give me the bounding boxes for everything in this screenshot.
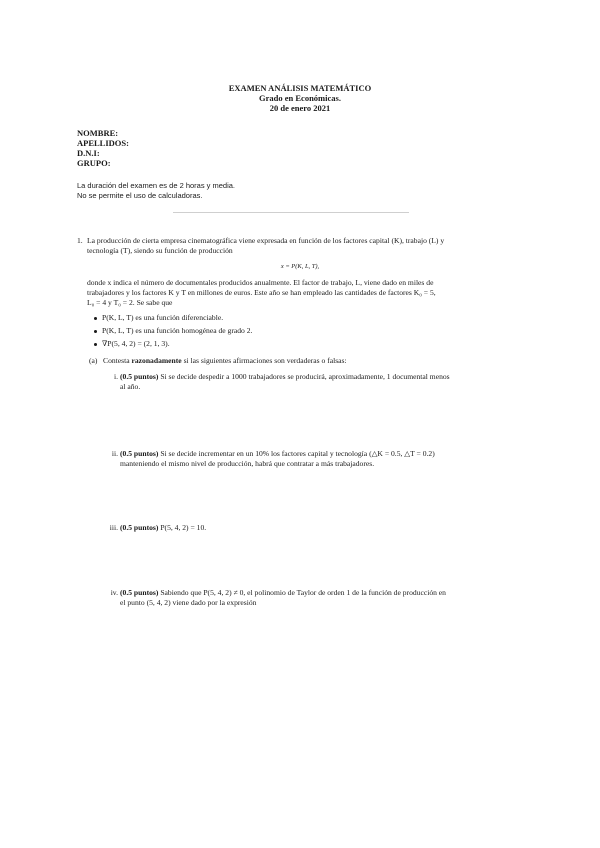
student-fields xyxy=(77,128,129,168)
item-i-line2: al año. xyxy=(120,382,141,391)
field-apellidos: APELLIDOS: xyxy=(77,138,129,148)
bullet-dot xyxy=(94,330,97,333)
info-duration: La duración del examen es de 2 horas y media. xyxy=(77,181,236,190)
field-dni: D.N.I: xyxy=(77,148,100,158)
exam-info xyxy=(77,181,235,201)
item-ii-line2: manteniendo el mismo nivel de producción, habrá que contratar a más trabajadores. xyxy=(120,459,375,468)
item-ii-label: ii. xyxy=(111,449,118,458)
field-nombre: NOMBRE: xyxy=(77,128,119,138)
field-grupo: GRUPO: xyxy=(77,158,111,168)
item-i-text: Si se decide despedir a 1000 trabajadores se producirá, aproximadamente, 1 documental menos xyxy=(160,372,450,381)
bullet-item-2: P(K, L, T) es una función homogénea de grado 2. xyxy=(102,326,253,335)
bullet-dot xyxy=(94,317,97,320)
item-iv-points: (0.5 puntos) xyxy=(120,588,159,597)
item-iv-line1 xyxy=(120,588,446,598)
problem-intro-line1: La producción de cierta empresa cinematográfica viene expresada en función de los factores capital (K), trabajo (L) y xyxy=(87,236,445,245)
production-formula: x = P(K, L, T), xyxy=(280,263,320,270)
problem-intro-line2: tecnología (T), siendo su función de producción xyxy=(87,246,233,255)
item-iii-line1 xyxy=(120,523,206,533)
item-iii-points: (0.5 puntos) xyxy=(120,523,159,532)
exam-title: EXAMEN ANÁLISIS MATEMÁTICO xyxy=(228,83,372,93)
item-ii-text: Si se decide incrementar en un 10% los factores capital y tecnología (△K = 0.5, △T = 0.2) xyxy=(160,449,435,458)
item-iii-text: P(5, 4, 2) = 10. xyxy=(160,523,207,532)
item-i-points: (0.5 puntos) xyxy=(120,372,159,381)
item-iv-text: Sabiendo que P(5, 4, 2) ≠ 0, el polinomio de Taylor de orden 1 de la función de producción en xyxy=(160,588,446,597)
part-a-label: (a) xyxy=(89,356,98,365)
bullet-item-1: P(K, L, T) es una función diferenciable. xyxy=(102,313,224,322)
item-ii-line1 xyxy=(120,449,435,459)
bullet-dot xyxy=(94,343,97,346)
part-a-prefix: Contesta xyxy=(103,356,130,365)
part-a-bold: razonadamente xyxy=(131,356,182,365)
item-ii-points: (0.5 puntos) xyxy=(120,449,159,458)
bullet-item-3: ∇P(5, 4, 2) = (2, 1, 3). xyxy=(102,339,170,348)
item-iii-label: iii. xyxy=(109,523,118,532)
separator-rule xyxy=(173,212,409,213)
problem-number: 1. xyxy=(77,236,83,245)
exam-degree: Grado en Económicas. xyxy=(259,93,341,103)
exam-date: 20 de enero 2021 xyxy=(269,103,331,113)
item-iv-label: iv. xyxy=(110,588,118,597)
info-calculators: No se permite el uso de calculadoras. xyxy=(77,191,203,200)
problem-desc-line3: L₀ = 4 y T₀ = 2. Se sabe que xyxy=(87,298,173,307)
item-iv-line2: el punto (5, 4, 2) viene dado por la expresión xyxy=(120,598,257,607)
item-i-label: i. xyxy=(113,372,118,381)
problem-desc-line2: trabajadores y los factores K y T en millones de euros. Este año se han empleado las cantidades de factores K₀ = 5, xyxy=(87,288,436,297)
part-a-suffix: si las siguientes afirmaciones son verdaderas o falsas: xyxy=(183,356,347,365)
part-a-statement xyxy=(103,356,347,366)
item-i-line1 xyxy=(120,372,450,382)
problem-desc-line1: donde x indica el número de documentales producidos anualmente. El factor de trabajo, L, viene dado en miles de xyxy=(87,278,434,287)
